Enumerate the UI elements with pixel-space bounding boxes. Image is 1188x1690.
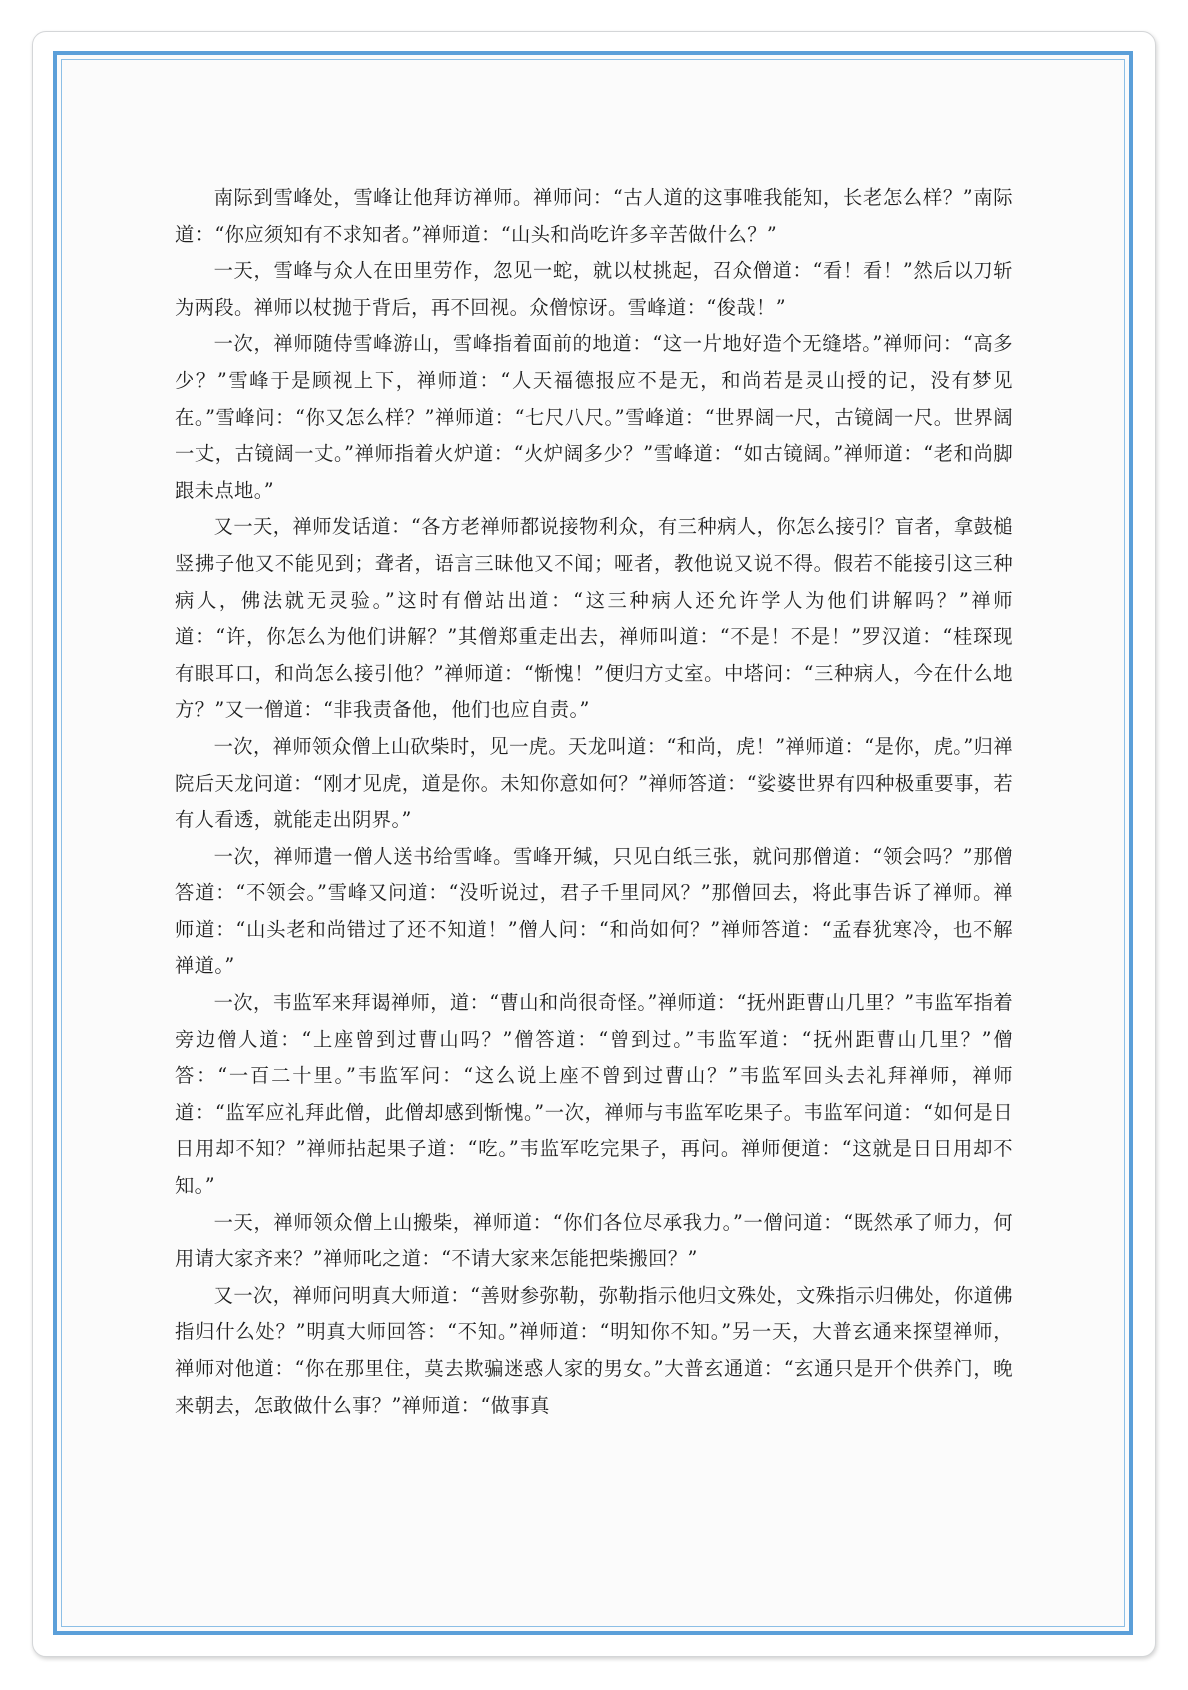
paragraph: 又一天，禅师发话道：“各方老禅师都说接物利众，有三种病人，你怎么接引？盲者，拿鼓槌竖拂子他又不能见到；聋者，语言三昧他又不闻；哑者，教他说又说不得。假若不能接引这三种病人，佛法就无灵验。”这时有僧站出道：“这三种病人还允许学人为他们讲解吗？”禅师道：“许，你怎么为他们讲解？”其僧郑重走出去，禅师叫道：“不是！不是！”罗汉道：“桂琛现有眼耳口，和尚怎么接引他？”禅师道：“惭愧！”便归方丈室。中塔问：“三种病人，今在什么地方？”又一僧道：“非我责备他，他们也应自责。” — [175, 515, 1013, 722]
paragraph: 一天，禅师领众僧上山搬柴，禅师道：“你们各位尽承我力。”一僧问道：“既然承了师力，何用请大家齐来？”禅师叱之道：“不请大家来怎能把柴搬回？” — [175, 1210, 1013, 1271]
paragraph: 一天，雪峰与众人在田里劳作，忽见一蛇，就以杖挑起，召众僧道：“看！看！”然后以刀斩为两段。禅师以杖抛于背后，再不回视。众僧惊讶。雪峰道：“俊哉！” — [175, 259, 1013, 319]
paragraph: 南际到雪峰处，雪峰让他拜访禅师。禅师问：“古人道的这事唯我能知，长老怎么样？”南际道：“你应须知有不求知者。”禅师道：“山头和尚吃许多辛苦做什么？” — [175, 186, 1013, 246]
paragraph: 一次，禅师领众僧上山砍柴时，见一虎。天龙叫道：“和尚，虎！”禅师道：“是你，虎。”归禅院后天龙问道：“刚才见虎，道是你。未知你意如何？”禅师答道：“娑婆世界有四种极重要事，若有人看透，就能走出阴界。” — [175, 734, 1013, 832]
document-body — [175, 180, 1013, 1424]
paragraph: 一次，禅师遣一僧人送书给雪峰。雪峰开缄，只见白纸三张，就问那僧道：“领会吗？”那僧答道：“不领会。”雪峰又问道：“没听说过，君子千里同风？”那僧回去，将此事告诉了禅师。禅师道：“山头老和尚错过了还不知道！”僧人问：“和尚如何？”禅师答道：“孟春犹寒冷，也不解禅道。” — [175, 844, 1013, 978]
paragraph: 一次，禅师随侍雪峰游山，雪峰指着面前的地道：“这一片地好造个无缝塔。”禅师问：“高多少？”雪峰于是顾视上下，禅师道：“人天福德报应不是无，和尚若是灵山授的记，没有梦见在。”雪峰问：“你又怎么样？”禅师道：“七尺八尺。”雪峰道：“世界阔一尺，古镜阔一尺。世界阔一丈，古镜阔一丈。”禅师指着火炉道：“火炉阔多少？”雪峰道：“如古镜阔。”禅师道：“老和尚脚跟未点地。” — [175, 332, 1013, 502]
paragraph: 一次，韦监军来拜谒禅师，道：“曹山和尚很奇怪。”禅师道：“抚州距曹山几里？”韦监军指着旁边僧人道：“上座曾到过曹山吗？”僧答道：“曾到过。”韦监军道：“抚州距曹山几里？”僧答：“一百二十里。”韦监军问：“这么说上座不曾到过曹山？”韦监军回头去礼拜禅师，禅师道：“监军应礼拜此僧，此僧却感到惭愧。”一次，禅师与韦监军吃果子。韦监军问道：“如何是日日用却不知？”禅师拈起果子道：“吃。”韦监军吃完果子，再问。禅师便道：“这就是日日用却不知。” — [175, 991, 1013, 1198]
paragraph: 又一次，禅师问明真大师道：“善财参弥勒，弥勒指示他归文殊处，文殊指示归佛处，你道佛指归什么处？”明真大师回答：“不知。”禅师道：“明知你不知。”另一天，大普玄通来探望禅师，禅师对他道：“你在那里住，莫去欺骗迷惑人家的男女。”大普玄通道：“玄通只是开个供养门，晚来朝去，怎敢做什么事？”禅师道：“做事真 — [175, 1283, 1013, 1417]
